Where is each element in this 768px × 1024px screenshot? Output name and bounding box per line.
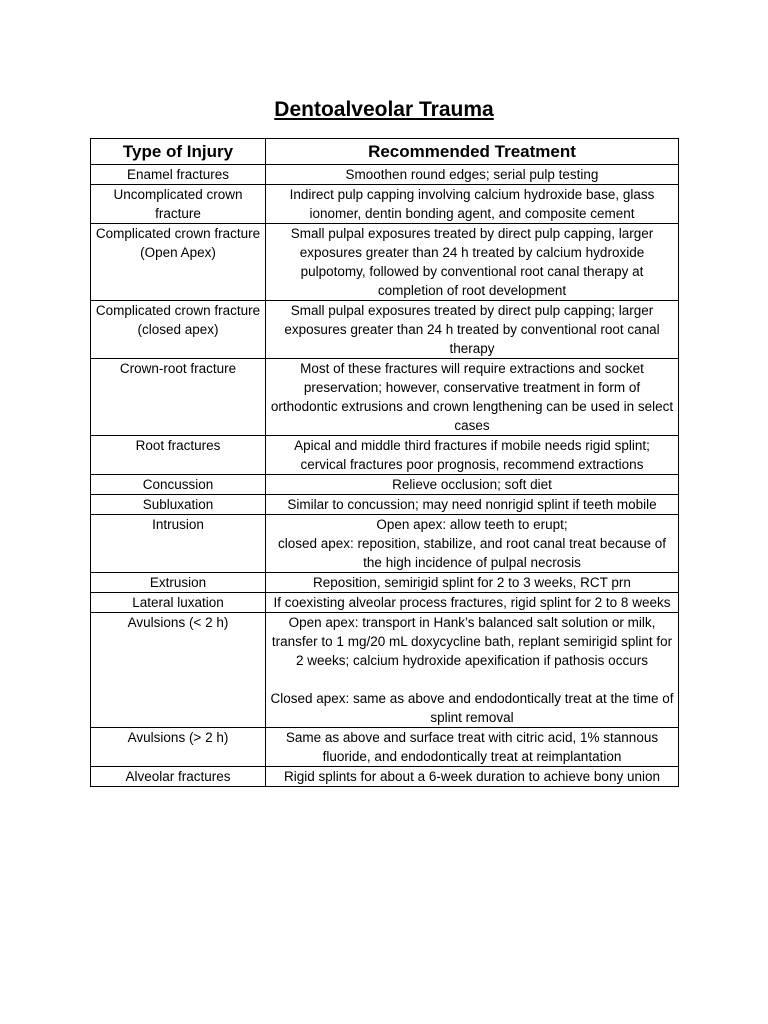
table-row <box>91 728 679 767</box>
treatment-cell: Open apex: allow teeth to erupt; closed apex: reposition, stabilize, and root canal treat because of the high incidence of pulpal necrosis <box>266 515 679 573</box>
treatment-cell: Similar to concussion; may need nonrigid splint if teeth mobile <box>266 495 679 515</box>
injury-cell: Alveolar fractures <box>91 767 266 787</box>
treatment-cell: Apical and middle third fractures if mobile needs rigid splint; cervical fractures poor prognosis, recommend extractions <box>266 436 679 475</box>
injury-cell: Complicated crown fracture (Open Apex) <box>91 224 266 301</box>
injury-cell: Uncomplicated crown fracture <box>91 185 266 224</box>
table-row <box>91 767 679 787</box>
treatment-cell: Most of these fractures will require extractions and socket preservation; however, conservative treatment in form of orthodontic extrusions and crown lengthening can be used in select cases <box>266 359 679 436</box>
treatment-cell: Small pulpal exposures treated by direct pulp capping; larger exposures greater than 24 h treated by conventional root canal therapy <box>266 301 679 359</box>
treatment-cell: If coexisting alveolar process fractures, rigid splint for 2 to 8 weeks <box>266 593 679 613</box>
table-row <box>91 613 679 728</box>
table-header-row <box>91 139 679 165</box>
table-row <box>91 593 679 613</box>
table-row <box>91 224 679 301</box>
injury-cell: Avulsions (< 2 h) <box>91 613 266 728</box>
table-row <box>91 475 679 495</box>
injury-cell: Lateral luxation <box>91 593 266 613</box>
table-row <box>91 515 679 573</box>
treatment-cell: Reposition, semirigid splint for 2 to 3 weeks, RCT prn <box>266 573 679 593</box>
table-row <box>91 165 679 185</box>
treatment-cell: Same as above and surface treat with citric acid, 1% stannous fluoride, and endodontically treat at reimplantation <box>266 728 679 767</box>
injury-cell: Crown-root fracture <box>91 359 266 436</box>
injury-cell: Extrusion <box>91 573 266 593</box>
treatment-cell: Indirect pulp capping involving calcium hydroxide base, glass ionomer, dentin bonding agent, and composite cement <box>266 185 679 224</box>
table-row <box>91 436 679 475</box>
treatment-cell: Small pulpal exposures treated by direct pulp capping, larger exposures greater than 24 h treated by calcium hydroxide pulpotomy, followed by conventional root canal therapy at completion of root development <box>266 224 679 301</box>
table-row <box>91 359 679 436</box>
treatment-cell: Rigid splints for about a 6-week duration to achieve bony union <box>266 767 679 787</box>
page-title: Dentoalveolar Trauma <box>274 98 494 121</box>
table-row <box>91 185 679 224</box>
injury-cell: Intrusion <box>91 515 266 573</box>
treatment-cell: Relieve occlusion; soft diet <box>266 475 679 495</box>
injury-cell: Complicated crown fracture (closed apex) <box>91 301 266 359</box>
table-row <box>91 495 679 515</box>
injury-cell: Concussion <box>91 475 266 495</box>
treatment-cell: Open apex: transport in Hank’s balanced salt solution or milk, transfer to 1 mg/20 mL doxycycline bath, replant semirigid splint for 2 weeks; calcium hydroxide apexification if pathosis occurs Closed apex: same as above and endodontically treat at the time of splint removal <box>266 613 679 728</box>
table-row <box>91 573 679 593</box>
treatment-cell: Smoothen round edges; serial pulp testing <box>266 165 679 185</box>
table-row <box>91 301 679 359</box>
injury-cell: Subluxation <box>91 495 266 515</box>
treatment-table <box>90 138 679 787</box>
header-type-of-injury: Type of Injury <box>91 139 266 165</box>
header-recommended-treatment: Recommended Treatment <box>266 139 679 165</box>
injury-cell: Enamel fractures <box>91 165 266 185</box>
injury-cell: Avulsions (> 2 h) <box>91 728 266 767</box>
injury-cell: Root fractures <box>91 436 266 475</box>
